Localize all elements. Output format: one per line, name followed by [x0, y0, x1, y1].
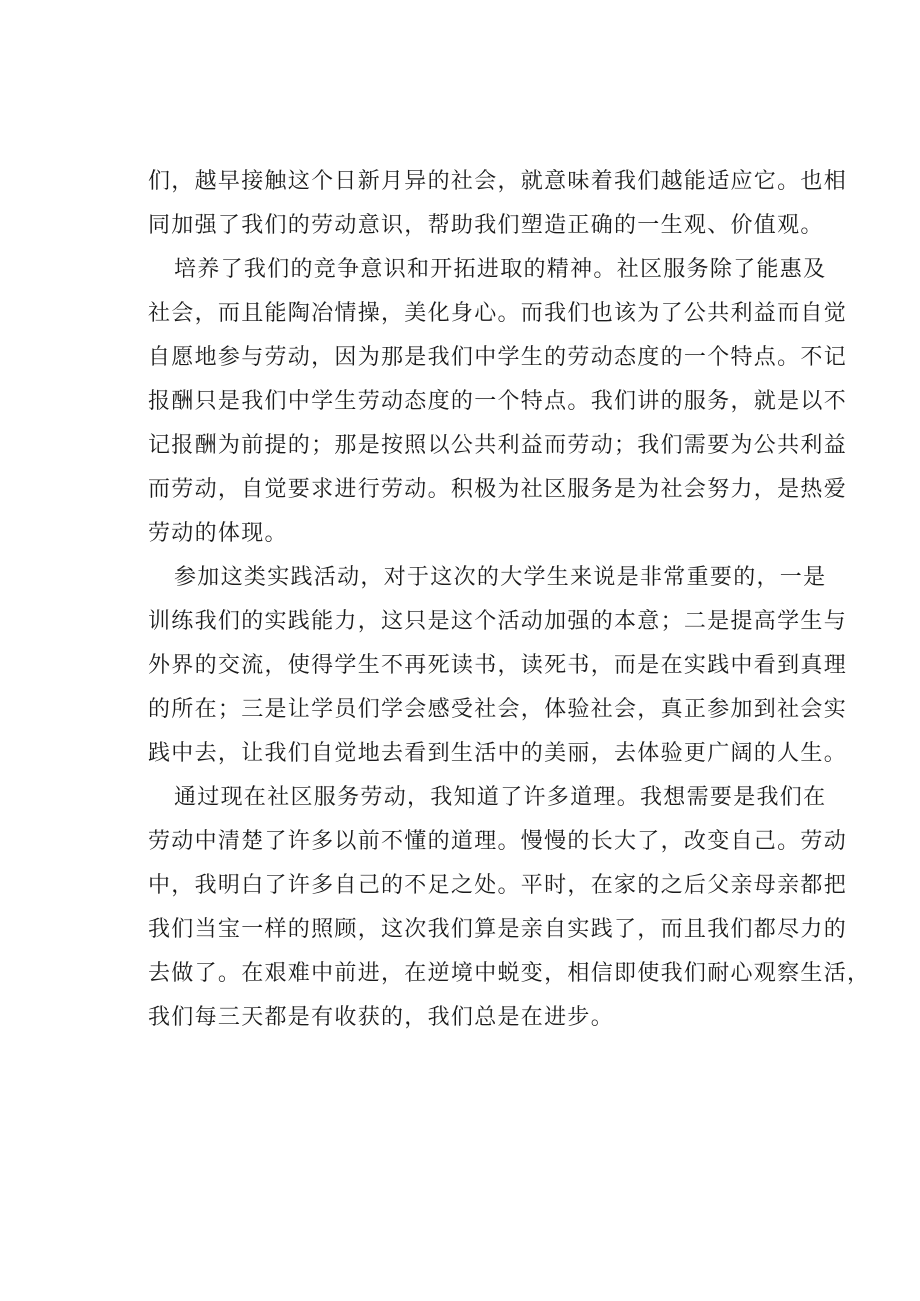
text-line: 们，越早接触这个日新月异的社会，就意味着我们越能适应它。也相 [148, 169, 848, 194]
text-line: 报酬只是我们中学生劳动态度的一个特点。我们讲的服务，就是以不 [148, 389, 848, 414]
text-line: 践中去，让我们自觉地去看到生活中的美丽，去体验更广阔的人生。 [148, 741, 848, 766]
text-line: 训练我们的实践能力，这只是这个活动加强的本意；二是提高学生与 [148, 609, 848, 634]
text-line: 参加这类实践活动，对于这次的大学生来说是非常重要的，一是 [174, 565, 827, 590]
text-line: 劳动的体现。 [148, 521, 288, 546]
paragraph-2 [148, 248, 848, 556]
text-line: 而劳动，自觉要求进行劳动。积极为社区服务是为社会努力，是热爱 [148, 477, 848, 502]
text-line: 社会，而且能陶冶情操，美化身心。而我们也该为了公共利益而自觉 [148, 301, 848, 326]
text-line: 中，我明白了许多自己的不足之处。平时，在家的之后父亲母亲都把 [148, 873, 848, 898]
text-line: 通过现在社区服务劳动，我知道了许多道理。我想需要是我们在 [174, 785, 827, 810]
document-body [148, 160, 871, 1040]
text-line: 去做了。在艰难中前进，在逆境中蜕变，相信即使我们耐心观察生活， [148, 961, 871, 986]
text-line: 外界的交流，使得学生不再死读书，读死书，而是在实践中看到真理 [148, 653, 848, 678]
text-line: 的所在；三是让学员们学会感受社会，体验社会，真正参加到社会实 [148, 697, 848, 722]
text-line: 劳动中清楚了许多以前不懂的道理。慢慢的长大了，改变自己。劳动 [148, 829, 848, 854]
text-line: 我们每三天都是有收获的，我们总是在进步。 [148, 1005, 615, 1030]
text-line: 同加强了我们的劳动意识，帮助我们塑造正确的一生观、价值观。 [148, 213, 824, 238]
paragraph-1 [148, 160, 848, 248]
text-line: 培养了我们的竞争意识和开拓进取的精神。社区服务除了能惠及 [174, 257, 827, 282]
paragraph-3 [148, 556, 848, 776]
paragraph-4 [148, 776, 871, 1040]
text-line: 我们当宝一样的照顾，这次我们算是亲自实践了，而且我们都尽力的 [148, 917, 848, 942]
text-line: 记报酬为前提的；那是按照以公共利益而劳动；我们需要为公共利益 [148, 433, 848, 458]
text-line: 自愿地参与劳动，因为那是我们中学生的劳动态度的一个特点。不记 [148, 345, 848, 370]
